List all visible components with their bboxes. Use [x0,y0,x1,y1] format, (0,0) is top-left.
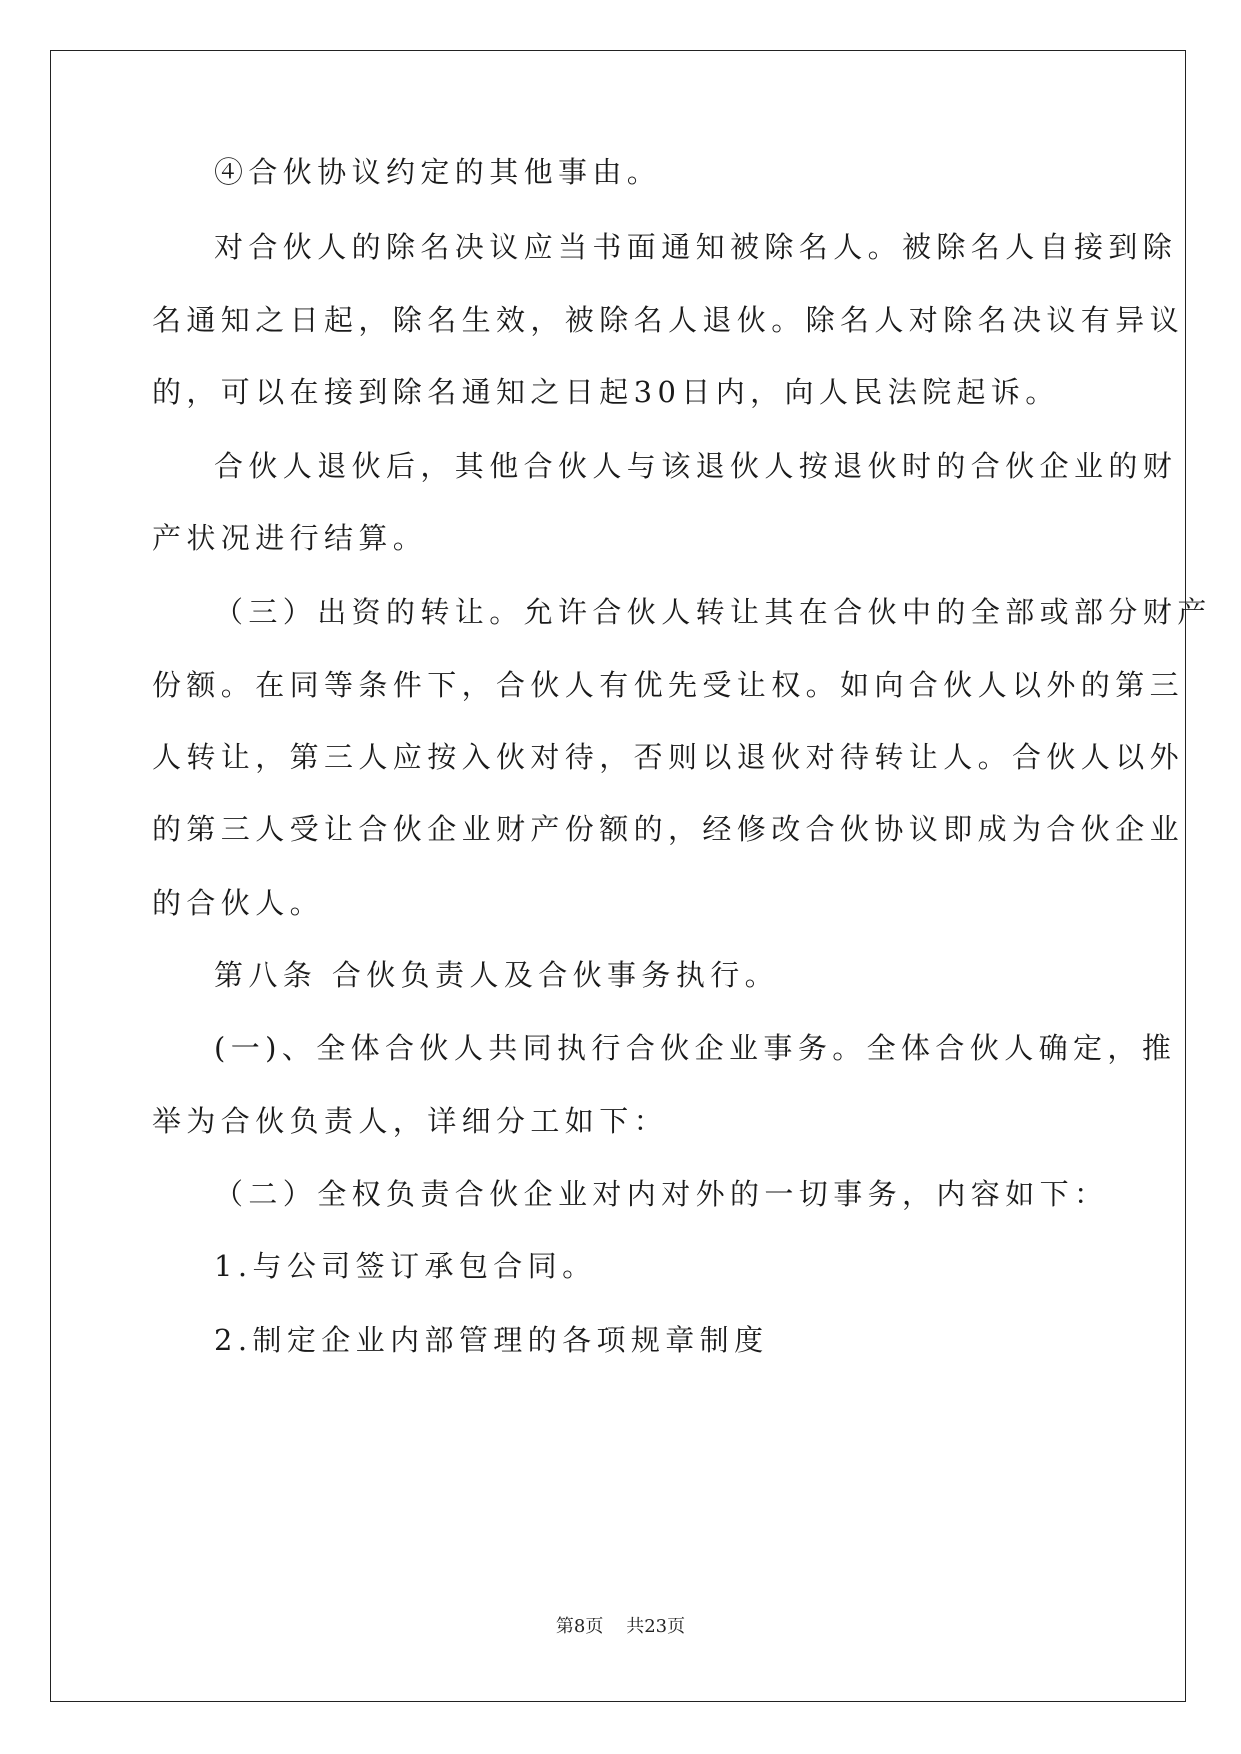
paragraph-line: ④合伙协议约定的其他事由。 [214,155,662,189]
page-border [50,50,1186,1702]
paragraph-line: 份额。在同等条件下，合伙人有优先受让权。如向合伙人以外的第三 [152,668,1185,702]
paragraph-line: 产状况进行结算。 [152,521,428,555]
paragraph-line: 对合伙人的除名决议应当书面通知被除名人。被除名人自接到除 [214,230,1178,264]
paragraph-line: 的，可以在接到除名通知之日起30日内，向人民法院起诉。 [152,375,1060,409]
paragraph-line: (一)、全体合伙人共同执行合伙企业事务。全体合伙人确定，推 [214,1031,1177,1065]
paragraph-line: 的第三人受让合伙企业财产份额的，经修改合伙协议即成为合伙企业 [152,812,1185,846]
paragraph-line: 的合伙人。 [152,886,325,920]
page-number-footer: 第8页 共23页 [555,1616,686,1637]
paragraph-line: 人转让，第三人应按入伙对待，否则以退伙对待转让人。合伙人以外 [152,740,1185,774]
list-item: 2.制定企业内部管理的各项规章制度 [214,1323,769,1357]
paragraph-line: （三）出资的转让。允许合伙人转让其在合伙中的全部或部分财产 [214,595,1212,629]
paragraph-line: 合伙人退伙后，其他合伙人与该退伙人按退伙时的合伙企业的财 [214,449,1178,483]
paragraph-line: （二）全权负责合伙企业对内对外的一切事务，内容如下： [214,1177,1109,1211]
list-item: 1.与公司签订承包合同。 [214,1249,597,1283]
paragraph-line: 举为合伙负责人，详细分工如下： [152,1104,669,1138]
section-heading: 第八条 合伙负责人及合伙事务执行。 [214,958,780,992]
paragraph-line: 名通知之日起，除名生效，被除名人退伙。除名人对除名决议有异议 [152,303,1185,337]
